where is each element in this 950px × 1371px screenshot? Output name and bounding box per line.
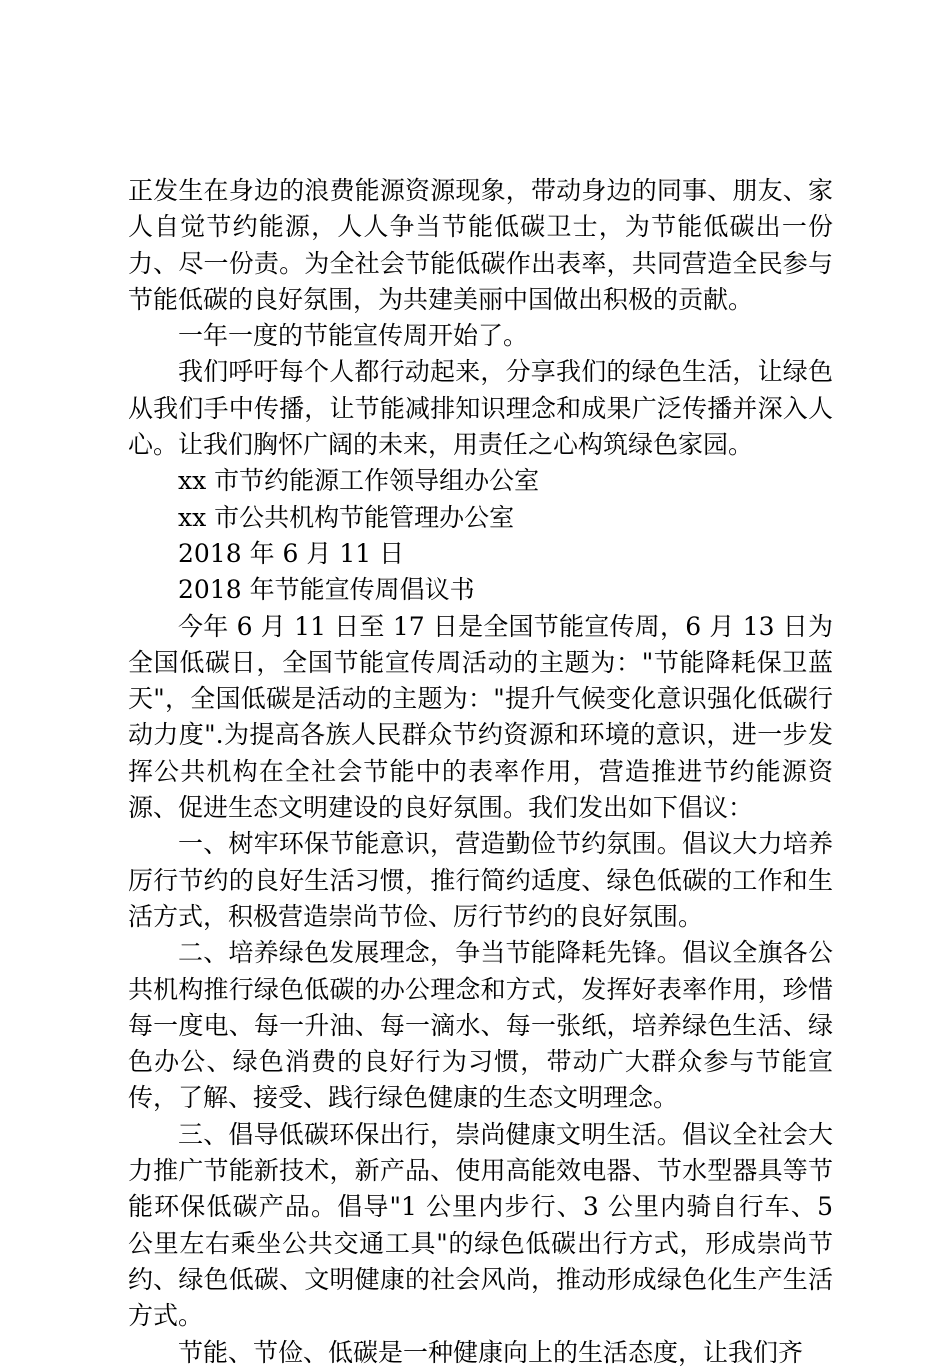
- document-body: [128, 173, 833, 1371]
- signature-energy-office: xx 市节约能源工作领导组办公室: [178, 466, 540, 496]
- paragraph-theme: 今年 6 月 11 日至 17 日是全国节能宣传周，6 月 13 日为全国低碳日，全国节能宣传周活动的主题为："节能降耗保卫蓝天"，全国低碳是活动的主题为："提升气候变化意识强化低碳行动力度".为提高各族人民群众节约资源和环境的意识，进一步发挥公共机构在全社会节能中的表率作用，营造推进节约能源资源、促进生态文明建设的良好氛围。我们发出如下倡议：: [128, 611, 833, 823]
- paragraph-closing: 节能、节俭、低碳是一种健康向上的生活态度，让我们齐: [178, 1337, 804, 1367]
- paragraph-proposal-1: 一、树牢环保节能意识，营造勤俭节约氛围。倡议大力培养厉行节约的良好生活习惯，推行简约适度、绿色低碳的工作和生活方式，积极营造崇尚节俭、厉行节约的良好氛围。: [128, 829, 833, 931]
- paragraph-appeal: 我们呼吁每个人都行动起来，分享我们的绿色生活，让绿色从我们手中传播，让节能减排知识理念和成果广泛传播并深入人心。让我们胸怀广阔的未来，用责任之心构筑绿色家园。: [128, 357, 833, 460]
- section-title: 2018 年节能宣传周倡议书: [178, 575, 475, 605]
- paragraph-proposal-2: 二、培养绿色发展理念，争当节能降耗先锋。倡议全旗各公共机构推行绿色低碳的办公理念和方式，发挥好表率作用，珍惜每一度电、每一升油、每一滴水、每一张纸，培养绿色生活、绿色办公、绿色消费的良好行为习惯，带动广大群众参与节能宣传，了解、接受、践行绿色健康的生态文明理念。: [128, 938, 833, 1113]
- paragraph-continued: 正发生在身边的浪费能源资源现象，带动身边的同事、朋友、家人自觉节约能源，人人争当节能低碳卫士，为节能低碳出一份力、尽一份责。为全社会节能低碳作出表率，共同营造全民参与节能低碳的良好氛围，为共建美丽中国做出积极的贡献。: [128, 176, 833, 314]
- paragraph-intro: 一年一度的节能宣传周开始了。: [178, 321, 529, 351]
- signature-public-institution-office: xx 市公共机构节能管理办公室: [178, 502, 515, 532]
- signature-date: 2018 年 6 月 11 日: [178, 538, 405, 568]
- paragraph-proposal-3: 三、倡导低碳环保出行，崇尚健康文明生活。倡议全社会大力推广节能新技术，新产品、使用高能效电器、节水型器具等节能环保低碳产品。倡导"1 公里内步行、3 公里内骑自行车、5 公里左右乘坐公共交通工具"的绿色低碳出行方式，形成崇尚节约、绿色低碳、文明健康的社会风尚，推动形成绿色化生产生活方式。: [128, 1119, 833, 1331]
